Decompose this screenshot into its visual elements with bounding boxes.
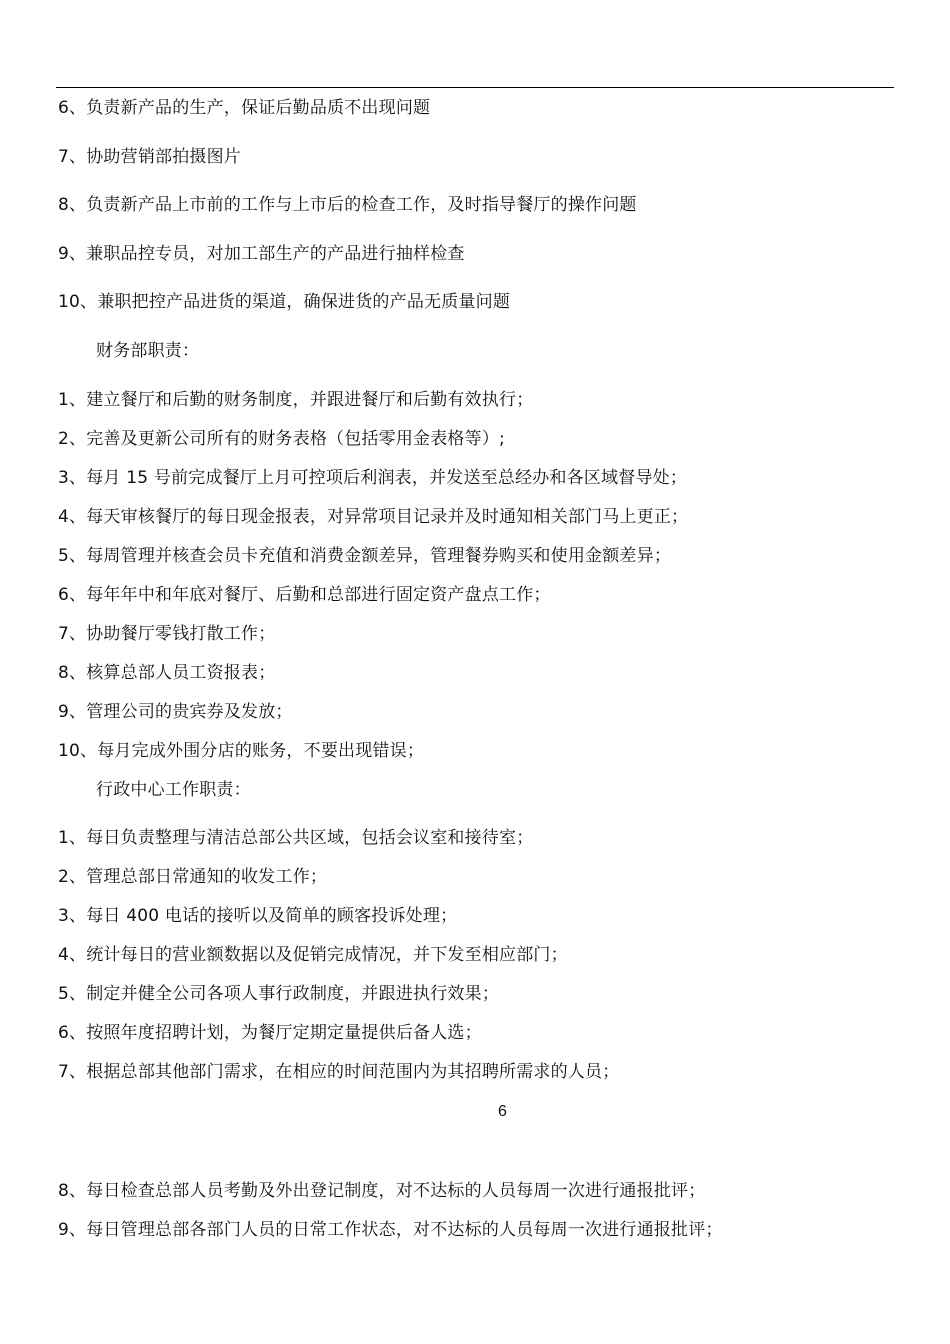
finance-item-3: 3、每月 15 号前完成餐厅上月可控项后利润表，并发送至总经办和各区域督导处； [58,468,688,488]
admin-item-1: 1、每日负责整理与清洁总部公共区域，包括会议室和接待室； [58,828,534,848]
admin-item-9: 9、每日管理总部各部门人员的日常工作状态，对不达标的人员每周一次进行通报批评； [58,1220,723,1240]
admin-item-4: 4、统计每日的营业额数据以及促销完成情况，并下发至相应部门； [58,945,568,965]
finance-item-10: 10、每月完成外围分店的账务，不要出现错误； [58,741,425,761]
product-item-8: 8、负责新产品上市前的工作与上市后的检查工作，及时指导餐厅的操作问题 [58,195,637,215]
admin-item-6: 6、按照年度招聘计划，为餐厅定期定量提供后备人选； [58,1023,482,1043]
admin-item-2: 2、管理总部日常通知的收发工作； [58,867,328,887]
finance-item-7: 7、协助餐厅零钱打散工作； [58,624,276,644]
finance-item-9: 9、管理公司的贵宾券及发放； [58,702,293,722]
product-item-7: 7、协助营销部拍摄图片 [58,147,242,167]
finance-heading: 财务部职责： [96,341,200,361]
finance-item-2: 2、完善及更新公司所有的财务表格（包括零用金表格等）; [58,429,505,449]
admin-item-8: 8、每日检查总部人员考勤及外出登记制度，对不达标的人员每周一次进行通报批评； [58,1181,706,1201]
finance-item-8: 8、核算总部人员工资报表； [58,663,276,683]
finance-item-6: 6、每年年中和年底对餐厅、后勤和总部进行固定资产盘点工作； [58,585,551,605]
header-rule [56,87,894,88]
finance-item-5: 5、每周管理并核查会员卡充值和消费金额差异，管理餐券购买和使用金额差异； [58,546,672,566]
admin-heading: 行政中心工作职责： [96,780,251,800]
product-item-9: 9、兼职品控专员，对加工部生产的产品进行抽样检查 [58,244,465,264]
finance-item-4: 4、每天审核餐厅的每日现金报表，对异常项目记录并及时通知相关部门马上更正； [58,507,689,527]
page-number: 6 [498,1103,507,1120]
admin-item-5: 5、制定并健全公司各项人事行政制度，并跟进执行效果； [58,984,500,1004]
admin-item-3: 3、每日 400 电话的接听以及简单的顾客投诉处理； [58,906,458,926]
admin-item-7: 7、根据总部其他部门需求，在相应的时间范围内为其招聘所需求的人员； [58,1062,620,1082]
product-item-10: 10、兼职把控产品进货的渠道，确保进货的产品无质量问题 [58,292,511,312]
product-item-6: 6、负责新产品的生产，保证后勤品质不出现问题 [58,98,431,118]
finance-item-1: 1、建立餐厅和后勤的财务制度，并跟进餐厅和后勤有效执行； [58,390,534,410]
